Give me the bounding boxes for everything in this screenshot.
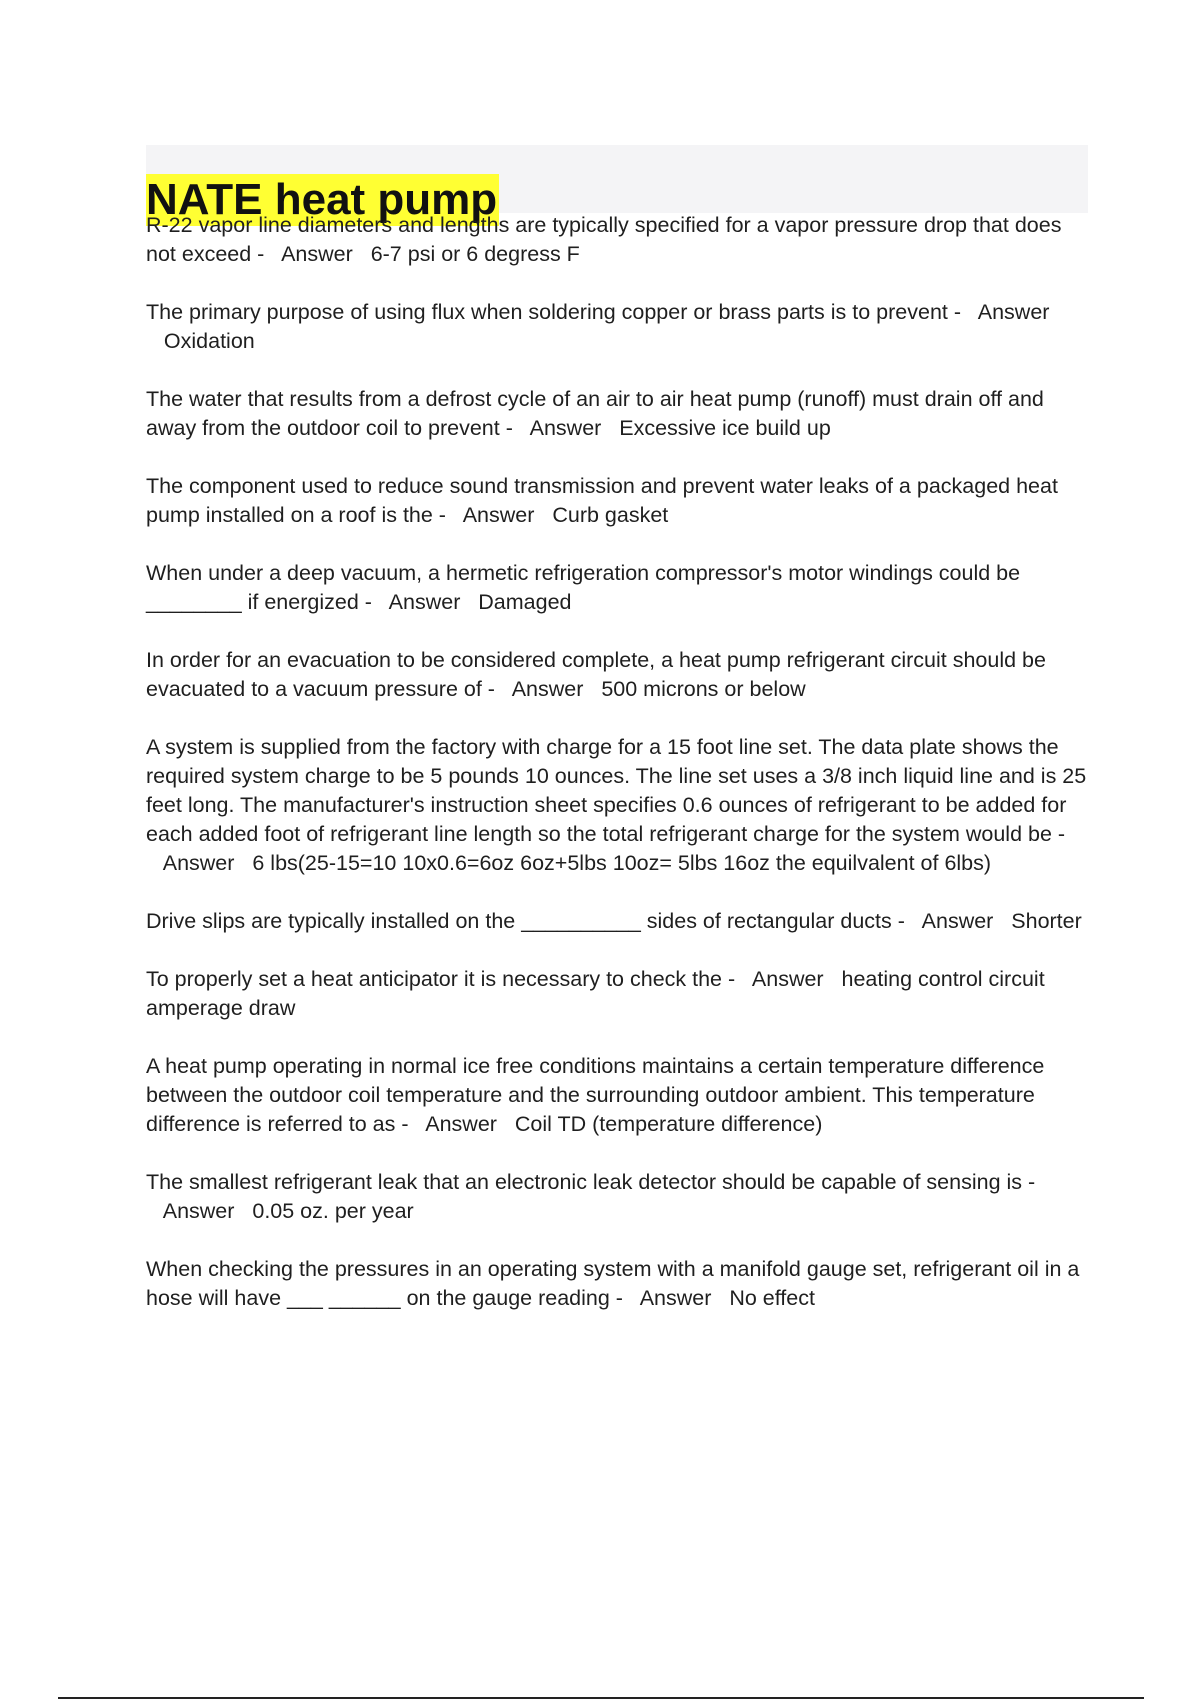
answer-label: Answer bbox=[921, 909, 994, 933]
qa-item bbox=[146, 646, 1090, 704]
question-text: The component used to reduce sound transmission and prevent water leaks of a packaged heat pump installed on a roof is the - bbox=[146, 474, 1058, 527]
answer-label: Answer bbox=[462, 503, 535, 527]
answer-text: Curb gasket bbox=[552, 503, 669, 527]
question-text: When checking the pressures in an operating system with a manifold gauge set, refrigerant oil in a hose will have ___ ______ on the gauge reading - bbox=[146, 1257, 1080, 1310]
answer-label: Answer bbox=[511, 677, 584, 701]
answer-text: No effect bbox=[729, 1286, 815, 1310]
answer-text: 500 microns or below bbox=[601, 677, 806, 701]
qa-item bbox=[146, 1255, 1090, 1313]
question-text: In order for an evacuation to be considered complete, a heat pump refrigerant circuit should be evacuated to a vacuum pressure of - bbox=[146, 648, 1046, 701]
answer-label: Answer bbox=[425, 1112, 497, 1136]
answer-label: Answer bbox=[751, 967, 824, 991]
question-text: Drive slips are typically installed on the __________ sides of rectangular ducts - bbox=[146, 909, 905, 933]
answer-label: Answer bbox=[977, 300, 1050, 324]
qa-item bbox=[146, 1052, 1090, 1139]
question-text: To properly set a heat anticipator it is necessary to check the - bbox=[146, 967, 736, 991]
qa-item bbox=[146, 298, 1090, 356]
qa-item bbox=[146, 907, 1090, 936]
qa-item bbox=[146, 559, 1090, 617]
answer-text: Shorter bbox=[1011, 909, 1082, 933]
answer-text: 6-7 psi or 6 degress F bbox=[370, 242, 580, 266]
document-title: NATE heat pump bbox=[146, 175, 498, 225]
question-text: When under a deep vacuum, a hermetic refrigeration compressor's motor windings could be ________ if energized - bbox=[146, 561, 1021, 614]
answer-label: Answer bbox=[529, 416, 602, 440]
answer-text: 0.05 oz. per year bbox=[252, 1199, 414, 1223]
qa-item bbox=[146, 965, 1090, 1023]
qa-item bbox=[146, 733, 1090, 878]
qa-item bbox=[146, 385, 1090, 443]
question-text: A system is supplied from the factory with charge for a 15 foot line set. The data plate shows the required system charge to be 5 pounds 10 ounces. The line set uses a 3/8 inch liquid line and is 25 feet long. The manufacturer's instruction sheet specifies 0.6 ounces of refrigerant to be added for each added foot of refrigerant line length so the total refrigerant charge for the system would be - bbox=[146, 735, 1087, 846]
answer-label: Answer bbox=[388, 590, 461, 614]
question-text: R-22 vapor line diameters and lengths are typically specified for a vapor pressure drop that does not exceed - bbox=[146, 213, 1062, 266]
qa-list bbox=[146, 211, 1090, 1342]
answer-label: Answer bbox=[281, 242, 353, 266]
answer-text: Damaged bbox=[478, 590, 572, 614]
question-text: The water that results from a defrost cycle of an air to air heat pump (runoff) must drain off and away from the outdoor coil to prevent - bbox=[146, 387, 1044, 440]
answer-text: 6 lbs(25-15=10 10x0.6=6oz 6oz+5lbs 10oz= 5lbs 16oz the equilvalent of 6lbs) bbox=[252, 851, 992, 875]
answer-text: Coil TD (temperature difference) bbox=[514, 1112, 823, 1136]
qa-item bbox=[146, 1168, 1090, 1226]
answer-text: Excessive ice build up bbox=[619, 416, 831, 440]
question-text: The primary purpose of using flux when soldering copper or brass parts is to prevent - bbox=[146, 300, 962, 324]
answer-text: heating control circuit amperage draw bbox=[146, 967, 1045, 1020]
qa-item bbox=[146, 472, 1090, 530]
answer-label: Answer bbox=[639, 1286, 712, 1310]
qa-item bbox=[146, 211, 1090, 269]
answer-text: Oxidation bbox=[163, 329, 255, 353]
page-bottom-rule bbox=[58, 1697, 1144, 1699]
answer-label: Answer bbox=[162, 851, 235, 875]
question-text: A heat pump operating in normal ice free conditions maintains a certain temperature difference between the outdoor coil temperature and the surrounding outdoor ambient. This temperature difference is referred to as - bbox=[146, 1054, 1045, 1136]
question-text: The smallest refrigerant leak that an electronic leak detector should be capable of sensing is - bbox=[146, 1170, 1036, 1194]
answer-label: Answer bbox=[162, 1199, 235, 1223]
